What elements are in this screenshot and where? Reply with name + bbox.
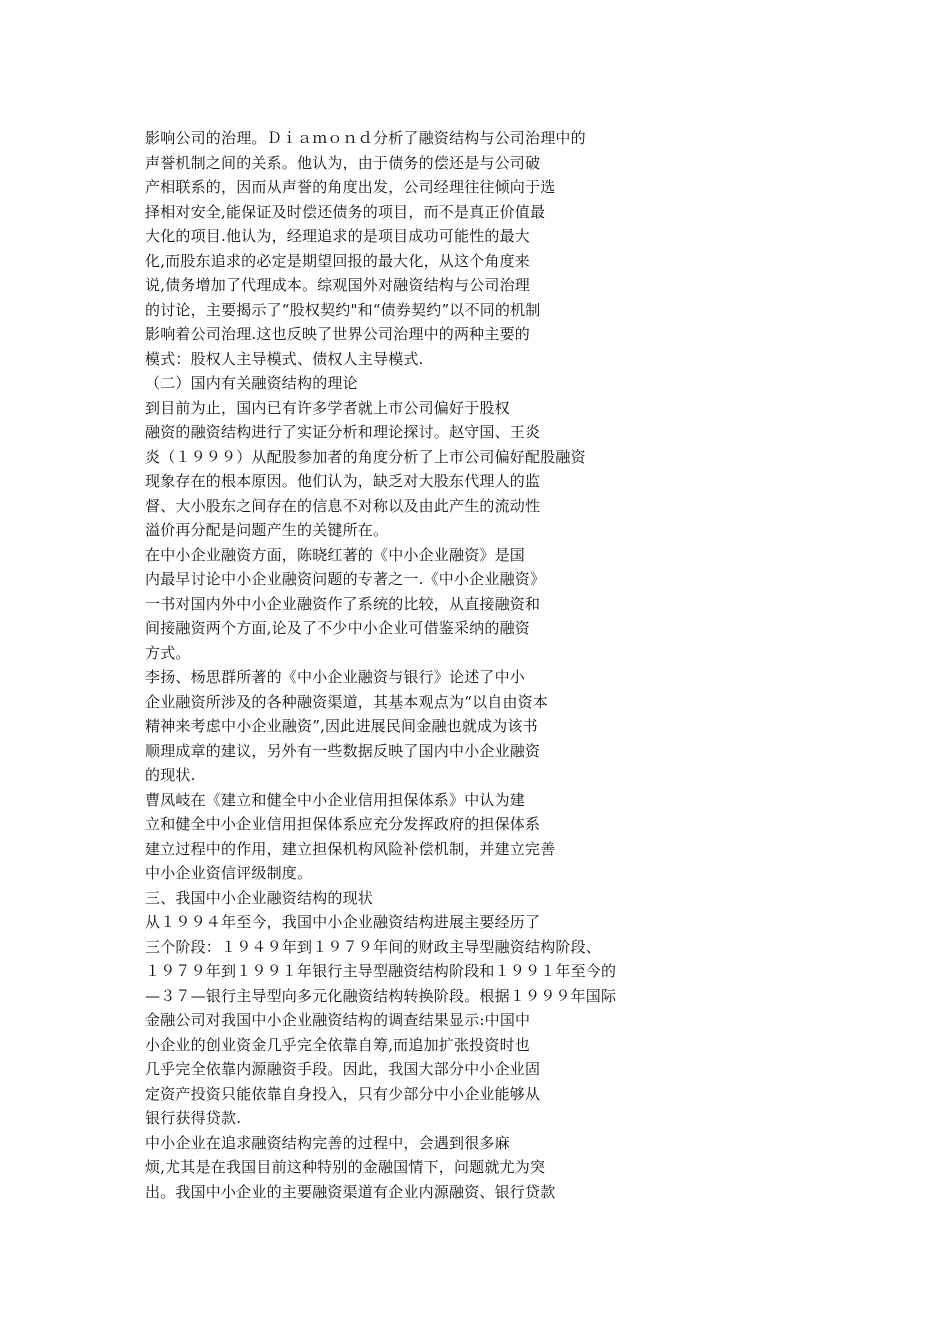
text-line: 几乎完全依靠内源融资手段。因此，我国大部分中小企业固 (145, 1060, 541, 1078)
text-line: 中小企业在追求融资结构完善的过程中，会遇到很多麻 (145, 1133, 510, 1152)
text-line: 定资产投资只能依靠自身投入，只有少部分中小企业能够从 (145, 1084, 541, 1103)
text-line: 影响着公司治理.这也反映了世界公司治理中的两种主要的 (145, 325, 530, 343)
text-line: 小企业的创业资金几乎完全依靠自筹,而追加扩张投资时也 (145, 1035, 530, 1054)
body-text (145, 126, 905, 1204)
text-line: 精神来考虑中小企业融资”,因此进展民间金融也就成为该书 (145, 717, 538, 735)
text-line: 化,而股东追求的必定是期望回报的最大化，从这个角度来 (145, 251, 530, 270)
text-line: 建立过程中的作用，建立担保机构风险补偿机制，并建立完善 (145, 839, 556, 858)
text-line: 立和健全中小企业信用担保体系应充分发挥政府的担保体系 (145, 815, 541, 833)
text-line: 中小企业资信评级制度。 (145, 864, 313, 882)
text-line: 影响公司的治理。Ｄｉａｍｏｎｄ分析了融资结构与公司治理中的 (145, 129, 586, 147)
text-line: 声誉机制之间的关系。他认为，由于债务的偿还是与公司破 (145, 153, 541, 172)
text-line: 间接融资两个方面,论及了不少中小企业可借鉴采纳的融资 (145, 619, 530, 637)
text-line: 模式：股权人主导模式、债权人主导模式. (145, 349, 424, 368)
text-line: 炎（１９９９）从配股参加者的角度分析了上市公司偏好配股融资 (145, 447, 586, 466)
text-line: １９７９年到１９９１年银行主导型融资结构阶段和１９９１年至今的 (145, 962, 617, 980)
text-line: 到目前为止，国内已有许多学者就上市公司偏好于股权 (145, 398, 510, 417)
text-line: 三个阶段：１９４９年到１９７９年间的财政主导型融资结构阶段、 (145, 937, 602, 956)
text-line: 烦,尤其是在我国目前这种特别的金融国情下，问题就尤为突 (145, 1158, 546, 1176)
text-line: 在中小企业融资方面，陈晓红著的《中小企业融资》是国 (145, 545, 526, 564)
text-line: 内最早讨论中小企业融资问题的专著之一.《中小企业融资》 (145, 570, 546, 588)
text-line: 现象存在的根本原因。他们认为，缺乏对大股东代理人的监 (145, 472, 541, 490)
text-line: 溢价再分配是问题产生的关键所在。 (145, 521, 389, 539)
text-line: 督、大小股东之间存在的信息不对称以及由此产生的流动性 (145, 496, 541, 515)
section-heading: 三、我国中小企业融资结构的现状 (145, 888, 374, 907)
text-line: 李扬、杨思群所著的《中小企业融资与银行》论述了中小 (145, 668, 526, 686)
text-line: 曹凤岐在《建立和健全中小企业信用担保体系》中认为建 (145, 790, 526, 809)
text-line: —３７—银行主导型向多元化融资结构转换阶段。根据１９９９年国际 (145, 986, 617, 1005)
text-line: 出。我国中小企业的主要融资渠道有企业内源融资、银行贷款 (145, 1182, 556, 1201)
text-line: 企业融资所涉及的各种融资渠道，其基本观点为“以自由资本 (145, 692, 549, 711)
text-line: 的讨论，主要揭示了“股权契约"和“债券契约”以不同的机制 (145, 300, 541, 319)
section-heading: （二）国内有关融资结构的理论 (145, 374, 358, 392)
text-line: 一书对国内外中小企业融资作了系统的比较，从直接融资和 (145, 594, 541, 613)
text-line: 择相对安全,能保证及时偿还债务的项目，而不是真正价值最 (145, 202, 546, 221)
text-line: 产相联系的，因而从声誉的角度出发，公司经理往往倾向于选 (145, 178, 556, 196)
text-line: 说,债务增加了代理成本。综观国外对融资结构与公司治理 (145, 276, 530, 294)
text-line: 顺理成章的建议，另外有一些数据反映了国内中小企业融资 (145, 741, 541, 760)
text-line: 的现状. (145, 766, 196, 784)
text-line: 从１９９４年至今，我国中小企业融资结构进展主要经历了 (145, 913, 541, 931)
text-line: 融资的融资结构进行了实证分析和理论探讨。赵守国、王炎 (145, 423, 541, 441)
text-line: 金融公司对我国中小企业融资结构的调查结果显示:中国中 (145, 1011, 531, 1029)
text-line: 银行获得贷款. (145, 1109, 242, 1127)
text-line: 大化的项目.他认为，经理追求的是项目成功可能性的最大 (145, 227, 530, 245)
text-line: 方式。 (145, 643, 191, 662)
